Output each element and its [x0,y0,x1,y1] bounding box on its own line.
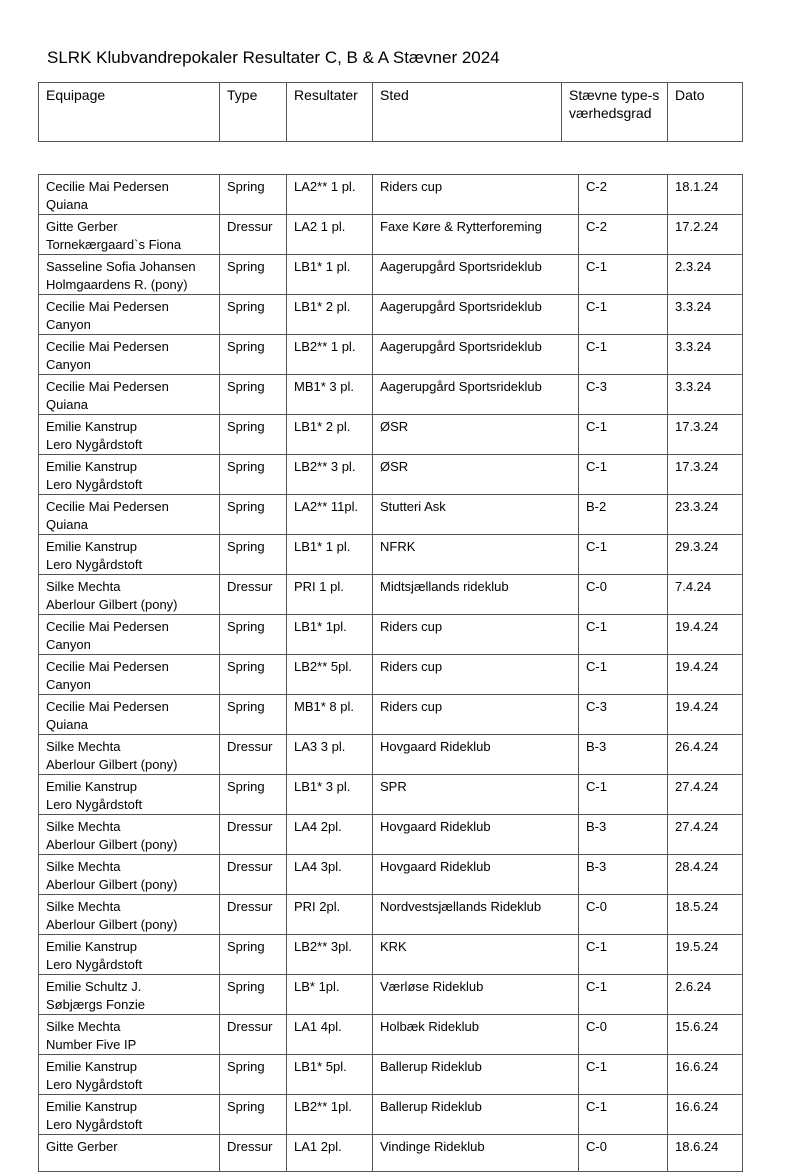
horse-name: Lero Nygårdstoft [46,557,143,572]
level-cell: C-1 [579,415,668,455]
horse-name: Lero Nygårdstoft [46,437,143,452]
equipage-cell [39,255,220,295]
table-row [39,375,743,415]
type-cell: Spring [220,415,287,455]
date-cell: 27.4.24 [668,775,743,815]
horse-name: Quiana [46,717,88,732]
equipage-cell [39,935,220,975]
level-cell: C-1 [579,255,668,295]
date-cell: 3.3.24 [668,295,743,335]
venue-cell: Hovgaard Rideklub [373,855,579,895]
date-cell: 19.4.24 [668,615,743,655]
horse-name: Number Five IP [46,1037,137,1052]
level-cell: B-3 [579,735,668,775]
result-cell: PRI 2pl. [287,895,373,935]
date-cell: 19.5.24 [668,935,743,975]
level-cell: B-3 [579,855,668,895]
document-title: SLRK Klubvandrepokaler Resultater C, B & A Stævner 2024 [47,48,500,67]
type-cell: Spring [220,335,287,375]
horse-name: Lero Nygårdstoft [46,1077,143,1092]
date-cell: 15.6.24 [668,1015,743,1055]
date-cell: 16.6.24 [668,1095,743,1135]
venue-cell: ØSR [373,455,579,495]
equipage-cell [39,1095,220,1135]
table-row [39,1015,743,1055]
rider-name: Sasseline Sofia Johansen [46,259,196,274]
venue-cell: Faxe Køre & Rytterforeming [373,215,579,255]
results-body [39,175,743,1172]
type-cell: Spring [220,175,287,215]
equipage-cell [39,335,220,375]
venue-cell: Vindinge Rideklub [373,1135,579,1172]
date-cell: 7.4.24 [668,575,743,615]
horse-name: Holmgaardens R. (pony) [46,277,188,292]
level-cell: C-3 [579,375,668,415]
result-cell: PRI 1 pl. [287,575,373,615]
level-cell: C-3 [579,695,668,735]
venue-cell: Værløse Rideklub [373,975,579,1015]
type-cell: Spring [220,615,287,655]
level-cell: C-1 [579,535,668,575]
equipage-cell [39,1055,220,1095]
venue-cell: KRK [373,935,579,975]
equipage-cell [39,575,220,615]
venue-cell: Aagerupgård Sportsrideklub [373,335,579,375]
date-cell: 19.4.24 [668,655,743,695]
table-row [39,455,743,495]
equipage-cell [39,415,220,455]
results-table [38,174,743,1172]
equipage-cell [39,815,220,855]
venue-cell: ØSR [373,415,579,455]
venue-cell: Aagerupgård Sportsrideklub [373,255,579,295]
horse-name: Lero Nygårdstoft [46,797,143,812]
result-cell: LA1 4pl. [287,1015,373,1055]
venue-cell: Stutteri Ask [373,495,579,535]
equipage-cell [39,855,220,895]
level-cell: C-0 [579,1015,668,1055]
venue-cell: Riders cup [373,695,579,735]
result-cell: LA2** 11pl. [287,495,373,535]
table-row [39,495,743,535]
date-cell: 23.3.24 [668,495,743,535]
result-cell: LB2** 1pl. [287,1095,373,1135]
level-cell: C-1 [579,615,668,655]
equipage-cell [39,1135,220,1172]
table-row [39,895,743,935]
type-cell: Dressur [220,215,287,255]
level-cell: C-0 [579,895,668,935]
type-cell: Dressur [220,895,287,935]
level-cell: C-1 [579,455,668,495]
result-cell: LB1* 1 pl. [287,255,373,295]
level-cell: C-1 [579,1095,668,1135]
table-row [39,975,743,1015]
equipage-cell [39,615,220,655]
rider-name: Silke Mechta [46,1019,121,1034]
date-cell: 17.3.24 [668,415,743,455]
table-row [39,215,743,255]
type-cell: Spring [220,1095,287,1135]
venue-cell: Ballerup Rideklub [373,1055,579,1095]
type-cell: Dressur [220,1135,287,1172]
level-cell: C-2 [579,175,668,215]
horse-name: Lero Nygårdstoft [46,1117,143,1132]
header-type: Type [220,83,287,142]
type-cell: Spring [220,655,287,695]
result-cell: LB2** 5pl. [287,655,373,695]
date-cell: 18.1.24 [668,175,743,215]
rider-name: Emilie Kanstrup [46,1059,138,1074]
level-cell: C-1 [579,935,668,975]
horse-name: Aberlour Gilbert (pony) [46,917,178,932]
header-date: Dato [668,83,743,142]
table-row [39,575,743,615]
equipage-cell [39,455,220,495]
horse-name: Tornekærgaard`s Fiona [46,237,182,252]
table-row [39,1055,743,1095]
horse-name: Canyon [46,677,91,692]
rider-name: Cecilie Mai Pedersen [46,379,169,394]
rider-name: Silke Mechta [46,579,121,594]
horse-name: Canyon [46,357,91,372]
venue-cell: Riders cup [373,655,579,695]
result-cell: LA4 3pl. [287,855,373,895]
rider-name: Emilie Kanstrup [46,1099,138,1114]
table-row [39,655,743,695]
rider-name: Cecilie Mai Pedersen [46,659,169,674]
type-cell: Spring [220,535,287,575]
result-cell: LB1* 5pl. [287,1055,373,1095]
type-cell: Spring [220,775,287,815]
date-cell: 17.2.24 [668,215,743,255]
table-row [39,935,743,975]
date-cell: 27.4.24 [668,815,743,855]
equipage-cell [39,695,220,735]
result-cell: LB2** 3 pl. [287,455,373,495]
header-table [38,82,743,142]
venue-cell: Ballerup Rideklub [373,1095,579,1135]
venue-cell: Midtsjællands rideklub [373,575,579,615]
level-cell: B-2 [579,495,668,535]
venue-cell: Riders cup [373,175,579,215]
date-cell: 17.3.24 [668,455,743,495]
table-row [39,1095,743,1135]
type-cell: Spring [220,975,287,1015]
result-cell: LA1 2pl. [287,1135,373,1172]
type-cell: Spring [220,935,287,975]
rider-name: Emilie Kanstrup [46,539,138,554]
venue-cell: Riders cup [373,615,579,655]
type-cell: Dressur [220,575,287,615]
venue-cell: Hovgaard Rideklub [373,815,579,855]
venue-cell: SPR [373,775,579,815]
equipage-cell [39,375,220,415]
type-cell: Dressur [220,815,287,855]
venue-cell: NFRK [373,535,579,575]
type-cell: Dressur [220,1015,287,1055]
table-row [39,695,743,735]
equipage-cell [39,655,220,695]
date-cell: 3.3.24 [668,335,743,375]
venue-cell: Aagerupgård Sportsrideklub [373,375,579,415]
equipage-cell [39,975,220,1015]
header-equipage: Equipage [39,83,220,142]
result-cell: LB2** 3pl. [287,935,373,975]
header-results: Resultater [287,83,373,142]
table-row [39,775,743,815]
result-cell: LB* 1pl. [287,975,373,1015]
level-cell: C-2 [579,215,668,255]
date-cell: 3.3.24 [668,375,743,415]
level-cell: C-1 [579,775,668,815]
rider-name: Emilie Kanstrup [46,419,138,434]
horse-name: Canyon [46,317,91,332]
level-cell: C-1 [579,295,668,335]
level-cell: C-0 [579,575,668,615]
level-cell: C-1 [579,655,668,695]
header-event-level: Stævne type-sværhedsgrad [562,83,668,142]
result-cell: LB1* 1pl. [287,615,373,655]
table-row [39,295,743,335]
level-cell: B-3 [579,815,668,855]
rider-name: Silke Mechta [46,899,121,914]
type-cell: Spring [220,695,287,735]
result-cell: MB1* 8 pl. [287,695,373,735]
equipage-cell [39,215,220,255]
horse-name: Quiana [46,197,88,212]
horse-name: Lero Nygårdstoft [46,957,143,972]
type-cell: Spring [220,255,287,295]
result-cell: MB1* 3 pl. [287,375,373,415]
rider-name: Cecilie Mai Pedersen [46,339,169,354]
result-cell: LA2 1 pl. [287,215,373,255]
equipage-cell [39,1015,220,1055]
venue-cell: Holbæk Rideklub [373,1015,579,1055]
rider-name: Cecilie Mai Pedersen [46,299,169,314]
type-cell: Spring [220,295,287,335]
date-cell: 29.3.24 [668,535,743,575]
table-row [39,335,743,375]
date-cell: 2.3.24 [668,255,743,295]
date-cell: 18.6.24 [668,1135,743,1172]
rider-name: Emilie Kanstrup [46,939,138,954]
rider-name: Emilie Schultz J. [46,979,142,994]
rider-name: Silke Mechta [46,819,121,834]
level-cell: C-1 [579,975,668,1015]
table-row [39,815,743,855]
result-cell: LB1* 2 pl. [287,415,373,455]
level-cell: C-1 [579,335,668,375]
horse-name: Aberlour Gilbert (pony) [46,757,178,772]
rider-name: Cecilie Mai Pedersen [46,699,169,714]
equipage-cell [39,895,220,935]
table-row [39,255,743,295]
level-cell: C-0 [579,1135,668,1172]
table-row [39,855,743,895]
equipage-cell [39,495,220,535]
result-cell: LB1* 1 pl. [287,535,373,575]
type-cell: Spring [220,455,287,495]
horse-name: Quiana [46,397,88,412]
equipage-cell [39,175,220,215]
date-cell: 2.6.24 [668,975,743,1015]
table-row [39,615,743,655]
header-venue: Sted [373,83,562,142]
horse-name: Canyon [46,637,91,652]
rider-name: Cecilie Mai Pedersen [46,499,169,514]
rider-name: Cecilie Mai Pedersen [46,179,169,194]
table-row [39,175,743,215]
rider-name: Gitte Gerber [46,1139,118,1154]
date-cell: 16.6.24 [668,1055,743,1095]
rider-name: Emilie Kanstrup [46,459,138,474]
horse-name: Aberlour Gilbert (pony) [46,597,178,612]
equipage-cell [39,775,220,815]
horse-name: Quiana [46,517,88,532]
equipage-cell [39,535,220,575]
horse-name: Aberlour Gilbert (pony) [46,877,178,892]
table-row [39,415,743,455]
equipage-cell [39,735,220,775]
horse-name: Søbjærgs Fonzie [46,997,145,1012]
venue-cell: Aagerupgård Sportsrideklub [373,295,579,335]
type-cell: Dressur [220,735,287,775]
type-cell: Dressur [220,855,287,895]
date-cell: 19.4.24 [668,695,743,735]
rider-name: Silke Mechta [46,859,121,874]
date-cell: 18.5.24 [668,895,743,935]
result-cell: LA4 2pl. [287,815,373,855]
date-cell: 28.4.24 [668,855,743,895]
table-row [39,535,743,575]
rider-name: Gitte Gerber [46,219,118,234]
result-cell: LA3 3 pl. [287,735,373,775]
result-cell: LA2** 1 pl. [287,175,373,215]
level-cell: C-1 [579,1055,668,1095]
type-cell: Spring [220,495,287,535]
type-cell: Spring [220,1055,287,1095]
rider-name: Silke Mechta [46,739,121,754]
date-cell: 26.4.24 [668,735,743,775]
rider-name: Cecilie Mai Pedersen [46,619,169,634]
table-row [39,735,743,775]
horse-name: Aberlour Gilbert (pony) [46,837,178,852]
result-cell: LB1* 2 pl. [287,295,373,335]
venue-cell: Hovgaard Rideklub [373,735,579,775]
header-row [39,83,743,142]
equipage-cell [39,295,220,335]
result-cell: LB1* 3 pl. [287,775,373,815]
result-cell: LB2** 1 pl. [287,335,373,375]
rider-name: Emilie Kanstrup [46,779,138,794]
table-row [39,1135,743,1172]
venue-cell: Nordvestsjællands Rideklub [373,895,579,935]
type-cell: Spring [220,375,287,415]
horse-name: Lero Nygårdstoft [46,477,143,492]
